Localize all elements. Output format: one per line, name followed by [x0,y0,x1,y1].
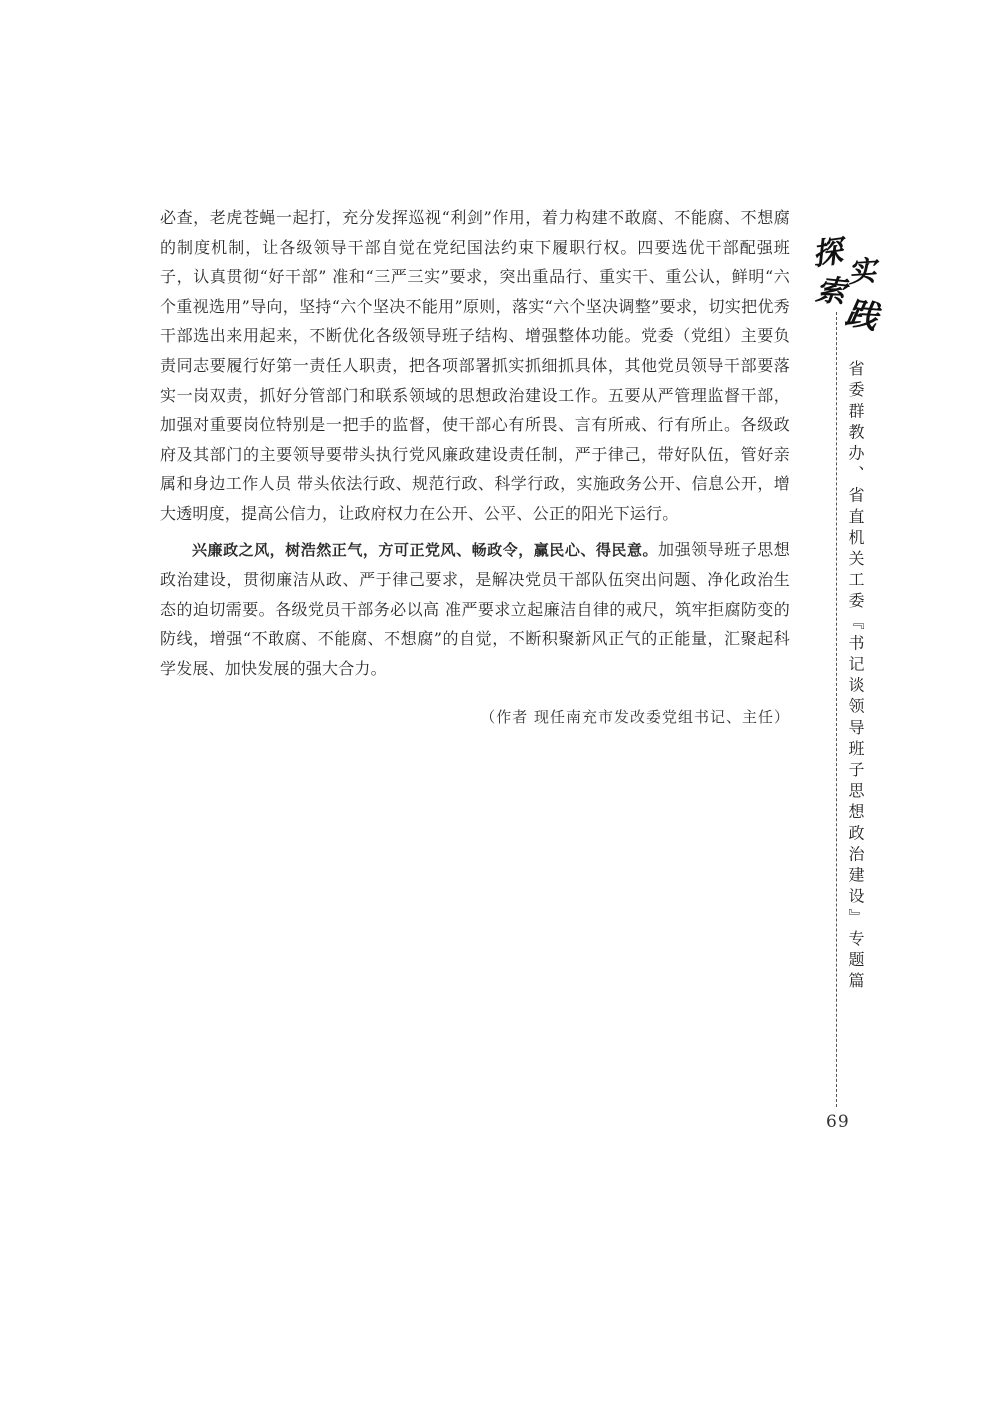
logo-char: 践 [842,293,881,337]
paragraph-text: 加强领导班子思想政治建设，贯彻廉洁从政、严于律己要求，是解决党员干部队伍突出问题、净化政治生态的迫切需要。各级党员干部务必以高 准严要求立起廉洁自律的戒尺，筑牢拒腐防变的防线，增强“不敢腐、不能腐、不想腐”的自觉，不断积聚新风正气的正能量，汇聚起科学发展、加快发展的强大合力。 [160,539,790,678]
logo-char: 实 [846,254,878,289]
sidebar-divider [836,312,837,1107]
paragraph-lead: 兴廉政之风，树浩然正气，方可正党风、畅政令，赢民心、得民意。 [192,540,659,559]
logo-char: 探 [810,234,845,273]
author-byline: （作者 现任南充市发改委党组书记、主任） [480,708,790,726]
page-number: 69 [826,1112,850,1132]
column-logo [812,228,882,338]
paragraph: 必查，老虎苍蝇一起打，充分发挥巡视“利剑”作用，着力构建不敢腐、不能腐、不想腐的制度机制，让各级领导干部自觉在党纪国法约束下履职行权。四要选优干部配强班子，认真贯彻“好干部” 准和“三严三实”要求，突出重品行、重实干、重公认，鲜明“六个重视选用”导向，坚持“六个坚决不能用”原则，落实“六个坚决调整”要求，切实把优秀干部选出来用起来，不断优化各级领导班子结构、增强整体功能。党委（党组）主要负责同志要履行好第一责任人职责，把各项部署抓实抓细抓具体，其他党员领导干部要落实一岗双责，抓好分管部门和联系领域的思想政治建设工作。五要从严管理监督干部，加强对重要岗位特别是一把手的监督，使干部心有所畏、言有所戒、行有所止。各级政府及其部门的主要领导要带头执行党风廉政建设责任制，严于律己，带好队伍，管好亲属和身边工作人员 带头依法行政、规范行政、科学行政，实施政务公开、信息公开，增大透明度，提高公信力，让政府权力在公开、公平、公正的阳光下运行。 [160,208,790,523]
article-body [160,203,790,684]
section-title: 省委群教办、省直机关工委『书记谈领导班子思想政治建设』专题篇 [846,360,865,993]
paragraph [160,535,790,684]
logo-char: 索 [813,272,848,311]
